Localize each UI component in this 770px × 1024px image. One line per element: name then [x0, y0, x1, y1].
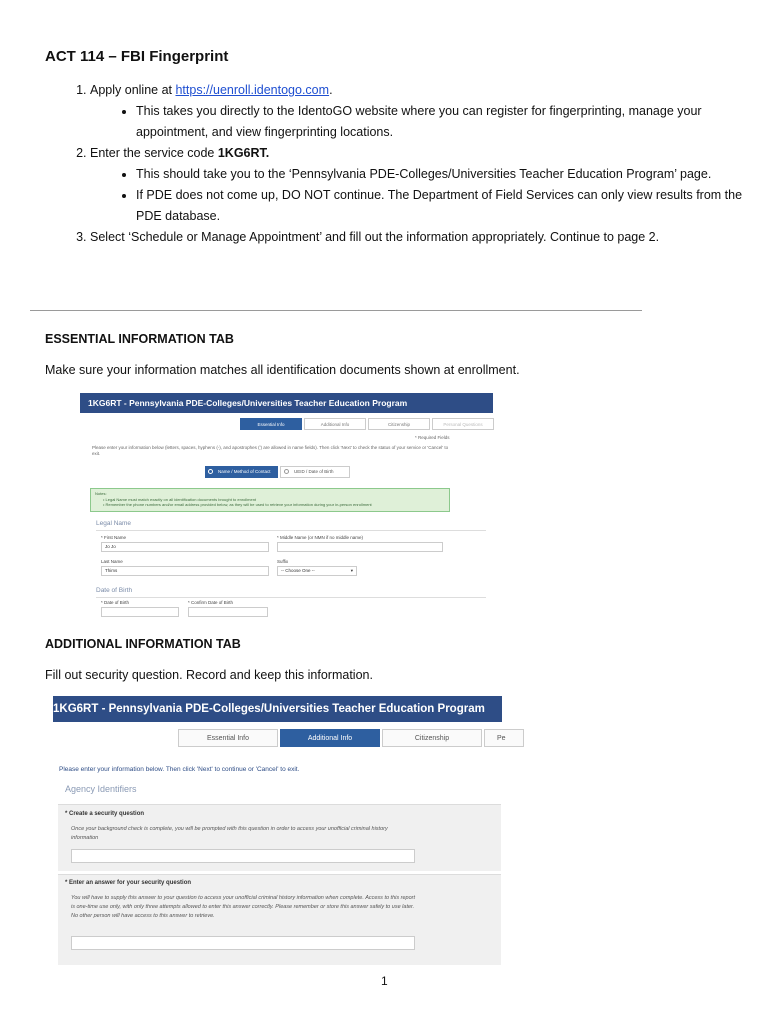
tab-citizenship[interactable]: Citizenship [382, 729, 482, 747]
security-answer-input[interactable] [71, 936, 415, 950]
dob-input[interactable] [101, 607, 179, 617]
middle-name-input[interactable] [277, 542, 443, 552]
step-2 [90, 143, 770, 227]
tab-essential-info[interactable]: Essential Info [178, 729, 278, 747]
divider [96, 530, 486, 531]
dob-section: Date of Birth [96, 587, 133, 594]
step-3 [90, 227, 770, 248]
toggle-ueid-dob-label: UEID / Date of Birth [294, 469, 334, 474]
radio-icon [284, 469, 289, 474]
first-name-label: * First Name [101, 535, 127, 540]
additional-heading: ADDITIONAL INFORMATION TAB [45, 637, 241, 651]
step-1-lead: Apply online at [90, 83, 176, 97]
confirm-dob-label: * Confirm Date of Birth [188, 600, 234, 605]
step-2-bullet-2: • If PDE does not come up, DO NOT continue. The Department of Field Services can only view results from the PDE database. [136, 185, 770, 227]
divider [96, 597, 486, 598]
note-1: • Legal Name must match exactly on all identification documents brought to enrollment [103, 496, 257, 502]
security-question-desc: Once your background check is complete, you will be prompted with this question in order to access your unofficial criminal history information [71, 826, 388, 841]
page-number: 1 [381, 974, 388, 988]
note-1-text: Legal Name must match exactly on all identification documents brought to enrollment [105, 496, 257, 502]
additional-text: Fill out security question. Record and keep this information. [45, 668, 373, 682]
radio-icon [208, 469, 213, 474]
tab-additional-info[interactable]: Additional Info [304, 418, 366, 430]
section-divider [30, 310, 642, 311]
confirm-dob-input[interactable] [188, 607, 268, 617]
program-header: 1KG6RT - Pennsylvania PDE-Colleges/Universities Teacher Education Program [80, 393, 493, 413]
first-name-input[interactable]: Jo Jo [101, 542, 269, 552]
program-header: 1KG6RT - Pennsylvania PDE-Colleges/Universities Teacher Education Program [53, 696, 502, 722]
step-1-tail: . [329, 83, 333, 97]
step-3-lead: Select ‘Schedule or Manage Appointment’ and fill out the information appropriately. Continue to page 2. [90, 230, 660, 244]
legal-name-section: Legal Name [96, 520, 132, 527]
toggle-name-contact[interactable] [205, 466, 278, 478]
tab-additional-info[interactable]: Additional Info [280, 729, 380, 747]
agency-identifiers-heading: Agency Identifiers [65, 784, 137, 794]
step-2-bullet-1: • This should take you to the ‘Pennsylvania PDE-Colleges/Universities Teacher Education Program’ page. [136, 164, 770, 185]
required-note: * Required Fields [415, 435, 450, 440]
suffix-label: Suffix [277, 559, 289, 564]
last-name-label: Last Name [101, 559, 123, 564]
security-question-input[interactable] [71, 849, 415, 863]
chevron-down-icon: ▾ [350, 568, 353, 573]
toggle-ueid-dob[interactable] [280, 466, 350, 478]
additional-info-screenshot [53, 696, 506, 964]
service-code: 1KG6RT. [217, 146, 270, 160]
essential-heading: ESSENTIAL INFORMATION TAB [45, 332, 234, 346]
tab-citizenship[interactable]: Citizenship [368, 418, 430, 430]
security-question-label: * Create a security question [65, 811, 145, 817]
last-name-input[interactable]: Thims [101, 566, 269, 576]
wizard-tabs [240, 418, 496, 430]
middle-name-label: * Middle Name (or NMN if no middle name) [277, 535, 364, 540]
notes-box [90, 488, 450, 512]
step-1 [90, 80, 770, 143]
instructions: Please enter your information below (letters, spaces, hyphens (-), and apostrophes (') are allowed in name fields). Then click 'Next' to check the status of your service or 'Cancel' to exit. [92, 445, 449, 456]
intro-text: Please enter your information below. Then click 'Next' to continue or 'Cancel' to exit. [59, 766, 300, 773]
notes-title: Notes: [95, 491, 107, 496]
essential-info-screenshot [80, 393, 493, 615]
wizard-tabs [178, 729, 526, 747]
toggle-name-contact-label: Name / Method of Contact [218, 469, 271, 474]
document-title: ACT 114 – FBI Fingerprint [45, 48, 229, 65]
step-1-bullet-1: • This takes you directly to the IdentoGO website where you can register for fingerprinting, manage your appointment, and view fingerprinting locations. [136, 101, 770, 143]
security-answer-desc: You will have to supply this answer to your question to access your unofficial criminal history information when complete. Access to this report is one-time use only, with only three attempts allowed to enter this answer correctly. Please remember or store this answer safely to use later. No other person will have access to this answer to retrieve. [71, 895, 416, 919]
tab-personal[interactable]: Pe [484, 729, 524, 747]
essential-text: Make sure your information matches all identification documents shown at enrollment. [45, 363, 520, 377]
tab-essential-info[interactable]: Essential Info [240, 418, 302, 430]
dob-label: * Date of Birth [101, 600, 130, 605]
security-answer-label: * Enter an answer for your security question [65, 880, 192, 886]
tab-personal-questions[interactable]: Personal Questions [432, 418, 494, 430]
suffix-value: -- Choose One -- [281, 568, 315, 573]
step-2-lead: Enter the service code [90, 146, 218, 160]
identogo-link[interactable]: https://uenroll.identogo.com [175, 83, 330, 97]
note-2: • Remember the phone numbers and/or email address provided below, as they will be used to retrieve your information during your in-person enrollment [103, 502, 372, 507]
note-2-text: Remember the phone numbers and/or email address provided below, as they will be used to retrieve your information during your in-person enrollment [105, 502, 372, 507]
suffix-select[interactable] [277, 566, 357, 576]
instruction-steps [45, 80, 770, 248]
